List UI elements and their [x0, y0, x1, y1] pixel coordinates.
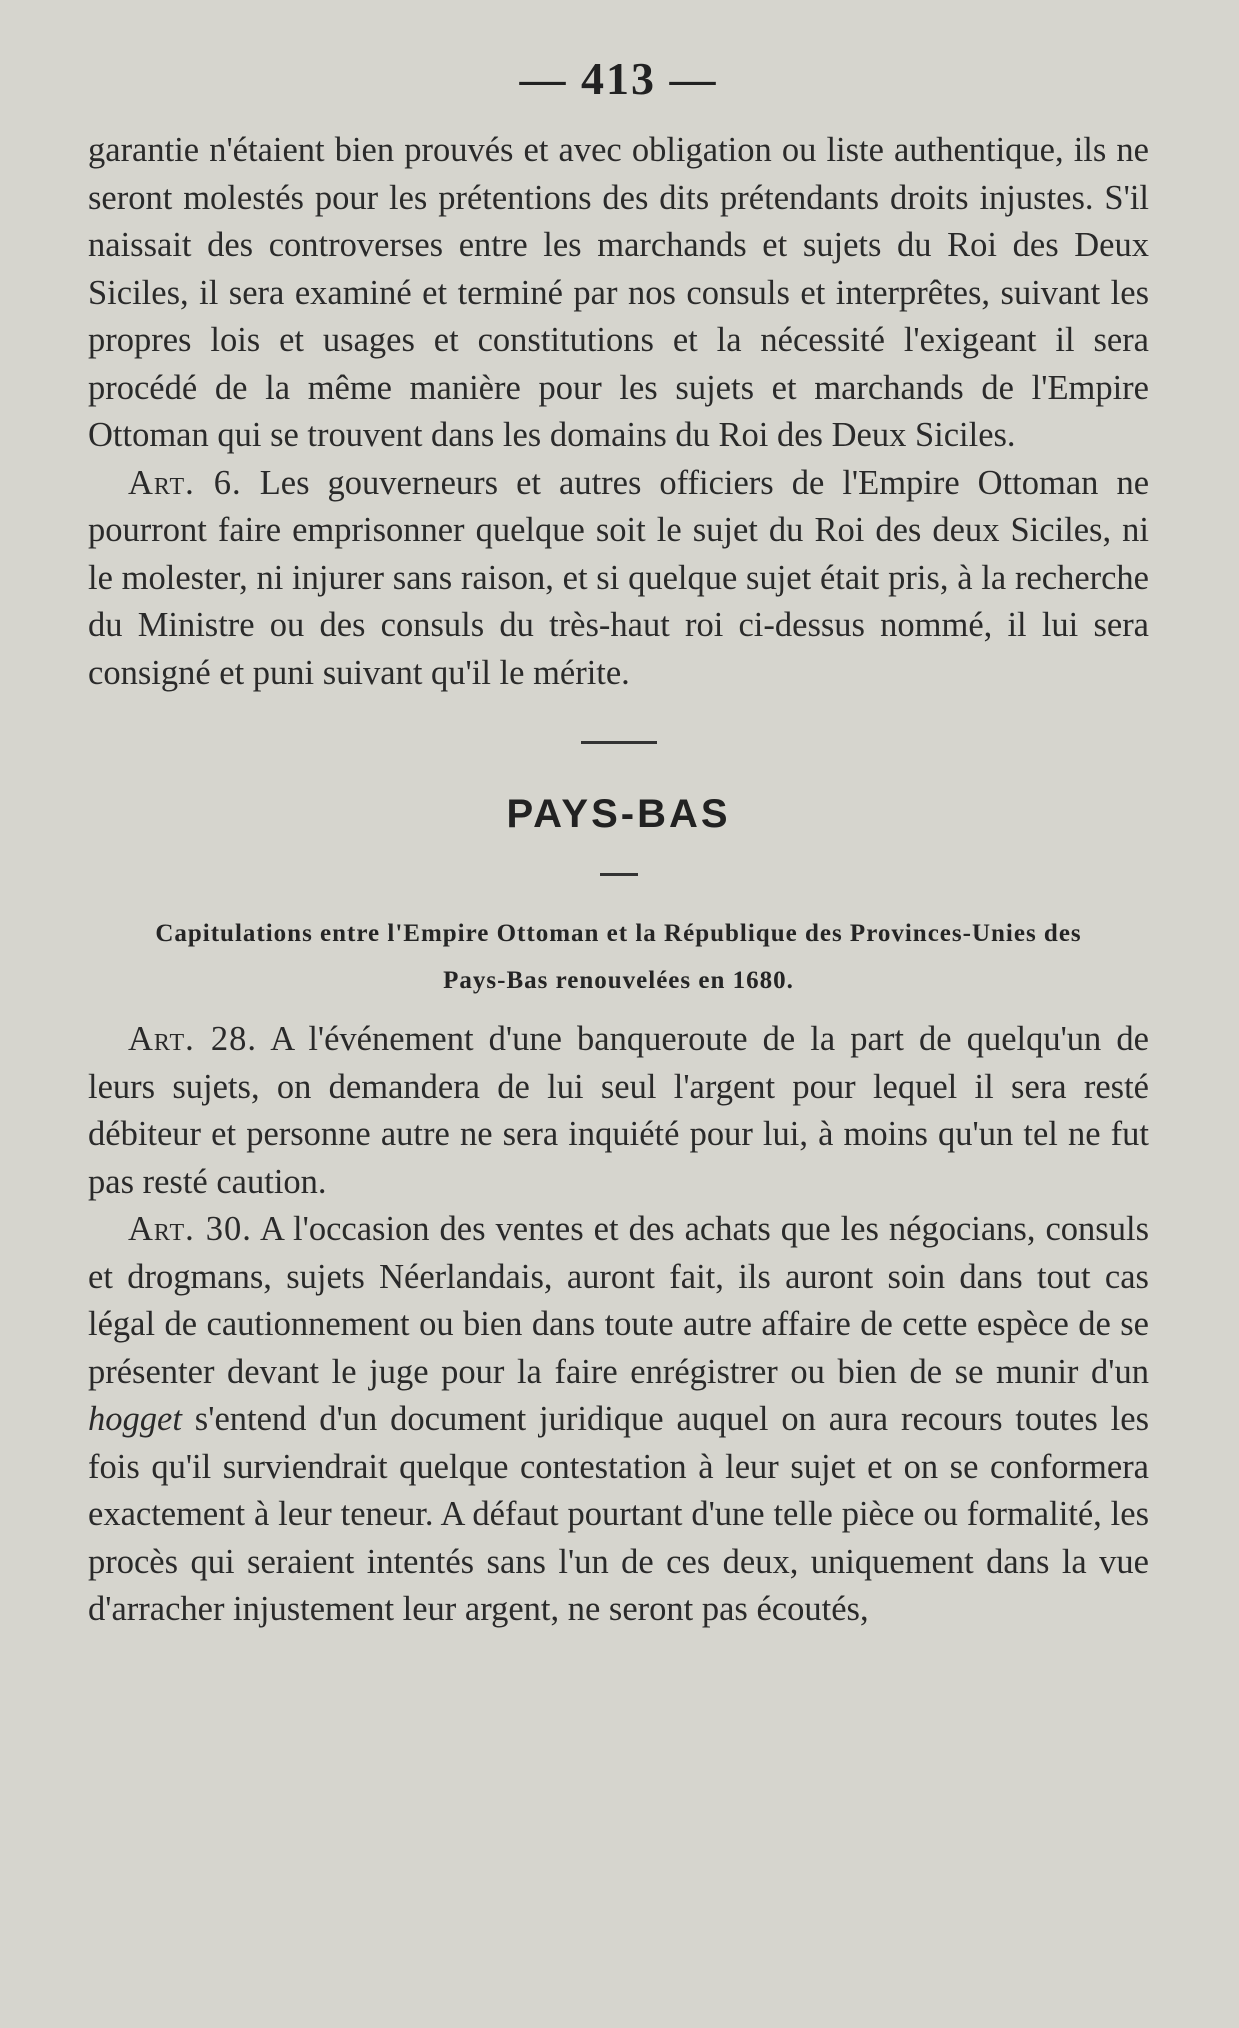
article-30-text-b: s'entend d'un document juridique auquel on aura recours toutes les fois qu'il surviendrait quelque contestation à leur sujet et on se conformera exactement à leur teneur. A défaut pourtant d'une telle pièce ou formalité, les procès qui seraient intentés sans l'un de ces deux, uniquement dans la vue d'arracher injustement leur argent, ne seront pas écoutés,: [88, 1400, 1150, 1628]
article-30-paragraph: [88, 1206, 1149, 1634]
article-28-text: A l'événement d'une banqueroute de la part de quelqu'un de leurs sujets, on demandera de lui seul l'argent pour lequel il sera resté débiteur et personne autre ne sera inquiété pour lui, à moins qu'un tel ne fut pas resté caution.: [88, 1020, 1149, 1201]
article-6-label: Art. 6.: [128, 463, 242, 502]
article-28-paragraph: [88, 1016, 1149, 1206]
article-6-text: Les gouverneurs et autres officiers de l'Empire Ottoman ne pourront faire emprisonner quelque soit le sujet du Roi des deux Siciles, ni le molester, ni injurer sans raison, et si quelque sujet était pris, à la recherche du Ministre ou des consuls du très-haut roi ci-dessus nommé, il lui sera consigné et puni suivant qu'il le mérite.: [88, 463, 1150, 692]
section-heading: PAYS-BAS: [506, 792, 731, 836]
section-subtitle: Capitulations entre l'Empire Ottoman et la République des Provinces-Unies des Pays-Bas renouvelées en 1680.: [155, 920, 1082, 994]
article-30-label: Art. 30.: [128, 1210, 252, 1248]
continuation-paragraph: garantie n'étaient bien prouvés et avec obligation ou liste authentique, ils ne seront molestés pour les prétentions des dits prétendants droits injustes. S'il naissait des controverses entre les marchands et sujets du Roi des Deux Siciles, il sera examiné et terminé par nos consuls et interprêtes, suivant les propres lois et usages et constitutions et la nécessité l'exigeant il sera procédé de la même manière pour les sujets et marchands de l'Empire Ottoman qui se trouvent dans les domains du Roi des Deux Siciles.: [88, 131, 1149, 454]
article-6-paragraph: [88, 460, 1149, 698]
article-28-label: Art. 28.: [128, 1020, 257, 1058]
page-number: — 413 —: [519, 53, 718, 104]
heading-divider: [600, 873, 638, 876]
article-30-italic-term: hogget: [88, 1400, 182, 1438]
section-divider: [581, 741, 657, 744]
article-30-text-a: A l'occasion des ventes et des achats que les négocians, consuls et drogmans, sujets Néerlandais, auront fait, ils auront soin dans tout cas légal de cautionnement ou bien dans toute autre affaire de cette espèce de se présenter devant le juge pour la faire enrégistrer ou bien de se munir d'un: [88, 1210, 1149, 1391]
